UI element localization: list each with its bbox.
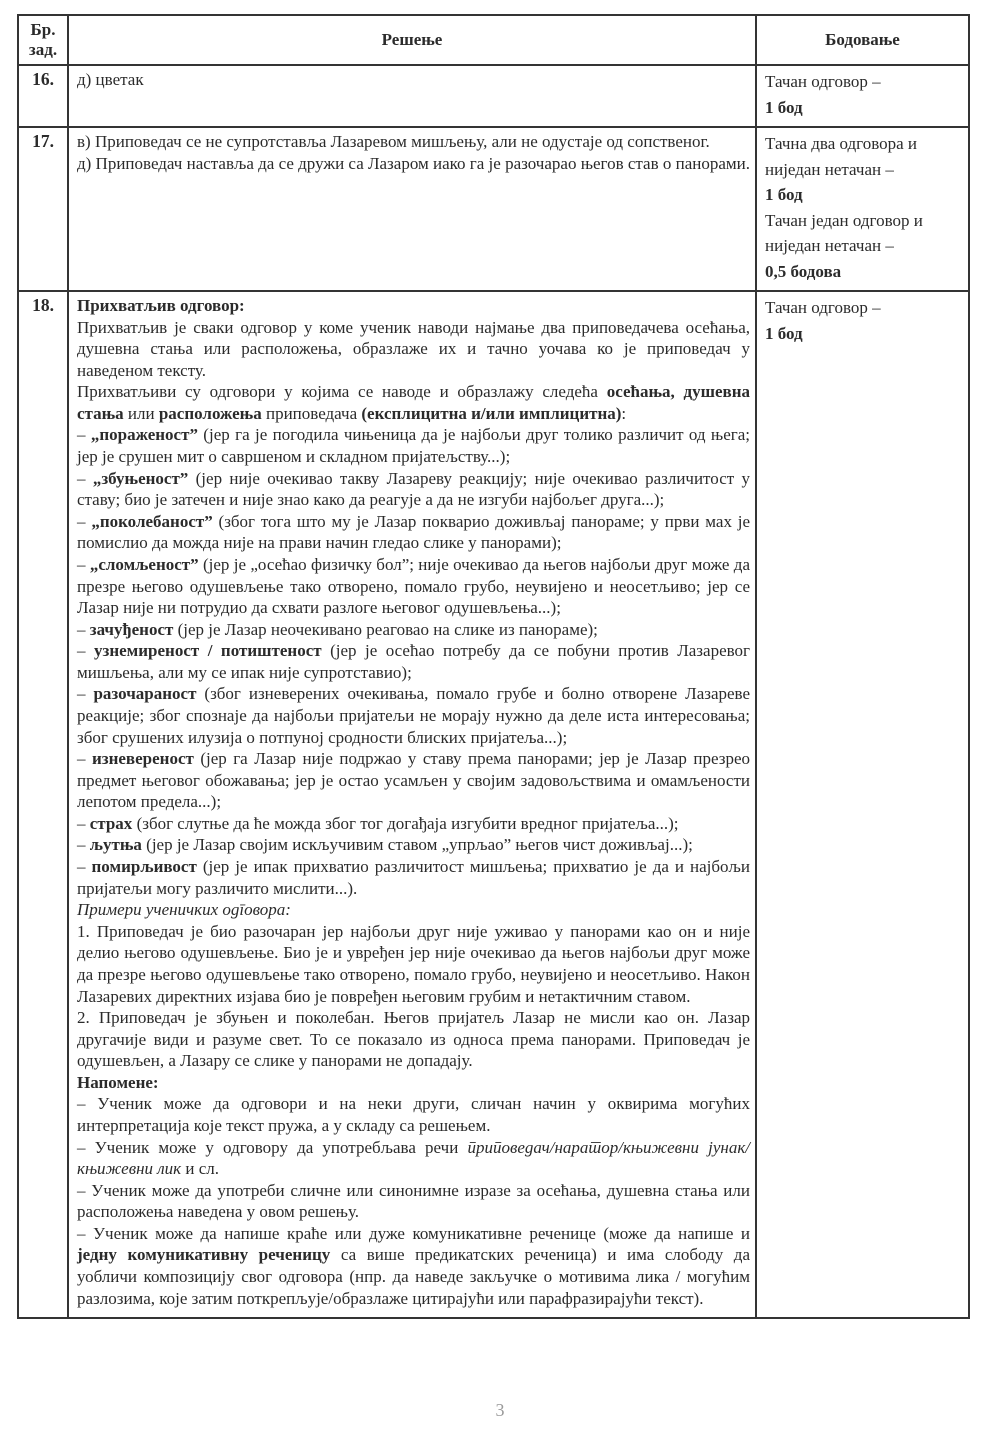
paragraph: [765, 182, 964, 208]
paragraph: [765, 321, 964, 347]
scoring-cell: [756, 127, 969, 291]
table-row-task-17: [18, 127, 969, 291]
bold-text: осећања, душевна стања: [77, 382, 750, 423]
text: Прихватљив је сваки одговор у коме ученик наводи најмање два приповедачева осећања, душевна стања или расположења, образлаже их и тачно уочава ко је приповедач у наведеном тексту.: [77, 317, 750, 380]
paragraph: [77, 899, 750, 921]
paragraph: [77, 834, 750, 856]
text: –: [77, 425, 91, 445]
text: – Ученик може да употреби сличне или синонимне изразе за осећања, душевна стања или расположења наведена у овом решењу.: [77, 1180, 750, 1222]
bold-text: страх: [89, 813, 133, 833]
bold-text: „сломљеност”: [89, 554, 199, 574]
text: д) Приповедач наставља да се дружи са Лазаром иако га је разочарао његов став о панорами.: [77, 153, 751, 173]
bold-text: једну комуникативну реченицу: [77, 1245, 331, 1265]
bold-text: Прихватљив одговор:: [77, 296, 245, 315]
task-number: 18.: [18, 291, 68, 1318]
bold-text: 1 бод: [765, 323, 803, 343]
scoring-cell: [756, 65, 969, 127]
paragraph: [77, 468, 750, 511]
bold-text: помирљивост: [91, 857, 197, 877]
text: (због изневерених очекивања, помало грубе и болно отворене Лазареве реакције; због спознаје да најбољи пријатељи не морају нужно да деле иста интересовања; због срушених илузија о потпуној сродности блиских пријатеља...);: [77, 684, 751, 747]
text: –: [77, 749, 92, 769]
paragraph: [77, 640, 750, 683]
paragraph: [765, 208, 964, 259]
scoring-cell: [756, 291, 969, 1318]
text: –: [77, 813, 90, 833]
text: – Ученик може у одговору да употребљава речи: [77, 1137, 468, 1157]
paragraph: [77, 813, 750, 835]
bold-text: „поколебаност”: [91, 511, 213, 531]
bold-text: разочараност: [93, 684, 197, 704]
bold-text: 1 бод: [765, 185, 803, 204]
italic-text: приповедач/наратор/књижевни јунак/књижевни лик: [77, 1137, 750, 1179]
page-number: 3: [495, 1400, 505, 1420]
bold-text: зачуђеност: [89, 619, 174, 639]
paragraph: [77, 69, 750, 91]
paragraph: [77, 295, 750, 317]
text: Тачан одговор –: [765, 298, 881, 317]
paragraph: [765, 295, 964, 321]
text: приповедача: [261, 403, 362, 423]
solution-cell: [68, 65, 756, 127]
paragraph: [765, 69, 964, 95]
paragraph: [77, 683, 750, 748]
text: (јер је ипак прихватио различитост мишљења; прихватио је да и најбољи пријатељи могу различито мислити...).: [77, 857, 750, 898]
text: –: [77, 511, 92, 531]
text: (јер је осећао потребу да се побуни против Лазаревог мишљења, али му се ипак није супротставио);: [77, 641, 750, 682]
text: (јер га Лазар није подржао у ставу према панорами; јер је Лазар презрео предмет његовог обожавања; јер је остао усамљен у својим задовољствима и омамљености лепотом предела...);: [77, 749, 750, 812]
italic-text: Примери ученичких одговора:: [77, 900, 291, 920]
bold-text: „пораженост”: [90, 425, 198, 445]
text: –: [77, 857, 92, 877]
paragraph: [77, 317, 750, 382]
text: (јер је „осећао физичку бол”; није очекивао да његов најбољи друг може да презре његово одушевљење тако отворено, помало грубо, неувијено и неосетљиво; јер се Лазар није ни потрудио да схвати разлоге његовог одушевљења...);: [77, 554, 750, 618]
text: –: [77, 468, 93, 488]
paragraph: [77, 1223, 750, 1309]
text: – Ученик може да напише краће или дуже комуникативне реченице (може да напише и: [77, 1223, 750, 1243]
paragraph: [77, 153, 750, 175]
bold-text: расположења: [158, 403, 262, 423]
bold-text: Напомене:: [77, 1072, 159, 1092]
answer-key-table: [17, 14, 970, 1319]
paragraph: [77, 856, 750, 899]
text: д) цветак: [77, 70, 144, 89]
text: Тачан један одговор и ниједан нетачан –: [765, 210, 923, 255]
paragraph: [765, 131, 964, 182]
paragraph: [77, 921, 750, 1007]
paragraph: [77, 1180, 750, 1223]
paragraph: [765, 259, 964, 285]
bold-text: љутња: [89, 835, 142, 855]
text: в) Приповедач се не супротставља Лазаревом мишљењу, али не одустаје од сопственог.: [77, 132, 710, 151]
paragraph: [77, 619, 750, 641]
bold-text: узнемиреност / потиштеност: [94, 641, 322, 661]
header-task-number: Бр. зад.: [18, 15, 68, 65]
header-scoring: Бодовање: [756, 15, 969, 65]
table-row-task-18: [18, 291, 969, 1318]
paragraph: [77, 1072, 750, 1094]
paragraph: [77, 1007, 750, 1072]
paragraph: [77, 511, 750, 554]
text: и сл.: [181, 1159, 220, 1179]
solution-cell: [68, 291, 756, 1318]
text: – Ученик може да одговори и на неки други, сличан начин у оквирима могућих интерпретација које текст пружа, а у складу са решењем.: [77, 1094, 750, 1135]
text: 2. Приповедач је збуњен и поколебан. Његов пријатељ Лазар не мисли као он. Лазар другачије види и разуме свет. То се показало из односа према панорами. Приповедач је одушевљен, а Лазару се слике у панорами не допадају.: [77, 1008, 750, 1071]
paragraph: [77, 381, 750, 424]
text: –: [77, 684, 94, 704]
bold-text: 0,5 бодова: [765, 261, 842, 281]
text: (због тога што му је Лазар покварио доживљај панораме; у први мах је помислио да можда није на прави начин гледао слике у панорами);: [77, 511, 751, 553]
text: Прихватљиви су одговори у којима се наводе и образлажу следећа: [77, 382, 607, 402]
paragraph: [77, 1137, 750, 1180]
text: (јер није очекивао такву Лазареву реакцију; није очекивао различитост у ставу; био је затечен и није знао како да реагује а да не изгуби најбољег друга...);: [77, 468, 750, 510]
text: Тачна два одговора и ниједан нетачан –: [765, 134, 918, 179]
text: (због слутње да ће можда због тог догађаја изгубити вредног пријатеља...);: [132, 813, 679, 833]
bold-text: „збуњеност”: [92, 468, 189, 488]
text: 1. Приповедач је био разочаран јер најбољи друг није уживао у панорами као он и није делио његово одушевљење. Био је и увређен јер није очекивао да његов најбољи друг може да презре његово одушевљење тако отворено, помало грубо, неувијено и неосетљиво. Након Лазаревих директних изјава био је повређен његовим грубим и нетактичним ставом.: [77, 921, 750, 1006]
text: Тачан одговор –: [765, 72, 881, 91]
text: –: [77, 641, 94, 661]
paragraph: [77, 1093, 750, 1136]
task-number: 17.: [18, 127, 68, 291]
paragraph: [77, 424, 750, 467]
task-number: 16.: [18, 65, 68, 127]
text: :: [621, 403, 627, 423]
paragraph: [77, 748, 750, 813]
text: са више предикатских реченица) и има слободу да уобличи композицију свог одговора (нпр. да наведе закључке о мотивима лика / могућим разлозима, које затим поткрепљује/образлаже цитирајући или парафразирајући текст).: [77, 1245, 750, 1308]
bold-text: (експлицитна и/или имплицитна): [361, 403, 622, 423]
text: или: [123, 403, 159, 423]
table-row-task-16: [18, 65, 969, 127]
paragraph: [77, 131, 750, 153]
solution-cell: [68, 127, 756, 291]
bold-text: изневереност: [91, 749, 194, 769]
text: (јер је Лазар својим искључивим ставом „упрљао” његов чист доживљај...);: [141, 835, 693, 855]
text: –: [77, 619, 90, 639]
paragraph: [765, 95, 964, 121]
bold-text: 1 бод: [765, 97, 803, 117]
text: (јер га је погодила чињеница да је најбољи друг толико различит од њега; јер је срушен мит о савршеном и складном пријатељству...);: [77, 425, 750, 467]
text: (јер је Лазар неочекивано реаговао на слике из панораме);: [173, 619, 598, 639]
header-solution: Решење: [68, 15, 756, 65]
table-header-row: [18, 15, 969, 65]
text: –: [77, 835, 90, 855]
text: –: [77, 554, 90, 574]
paragraph: [77, 554, 750, 619]
